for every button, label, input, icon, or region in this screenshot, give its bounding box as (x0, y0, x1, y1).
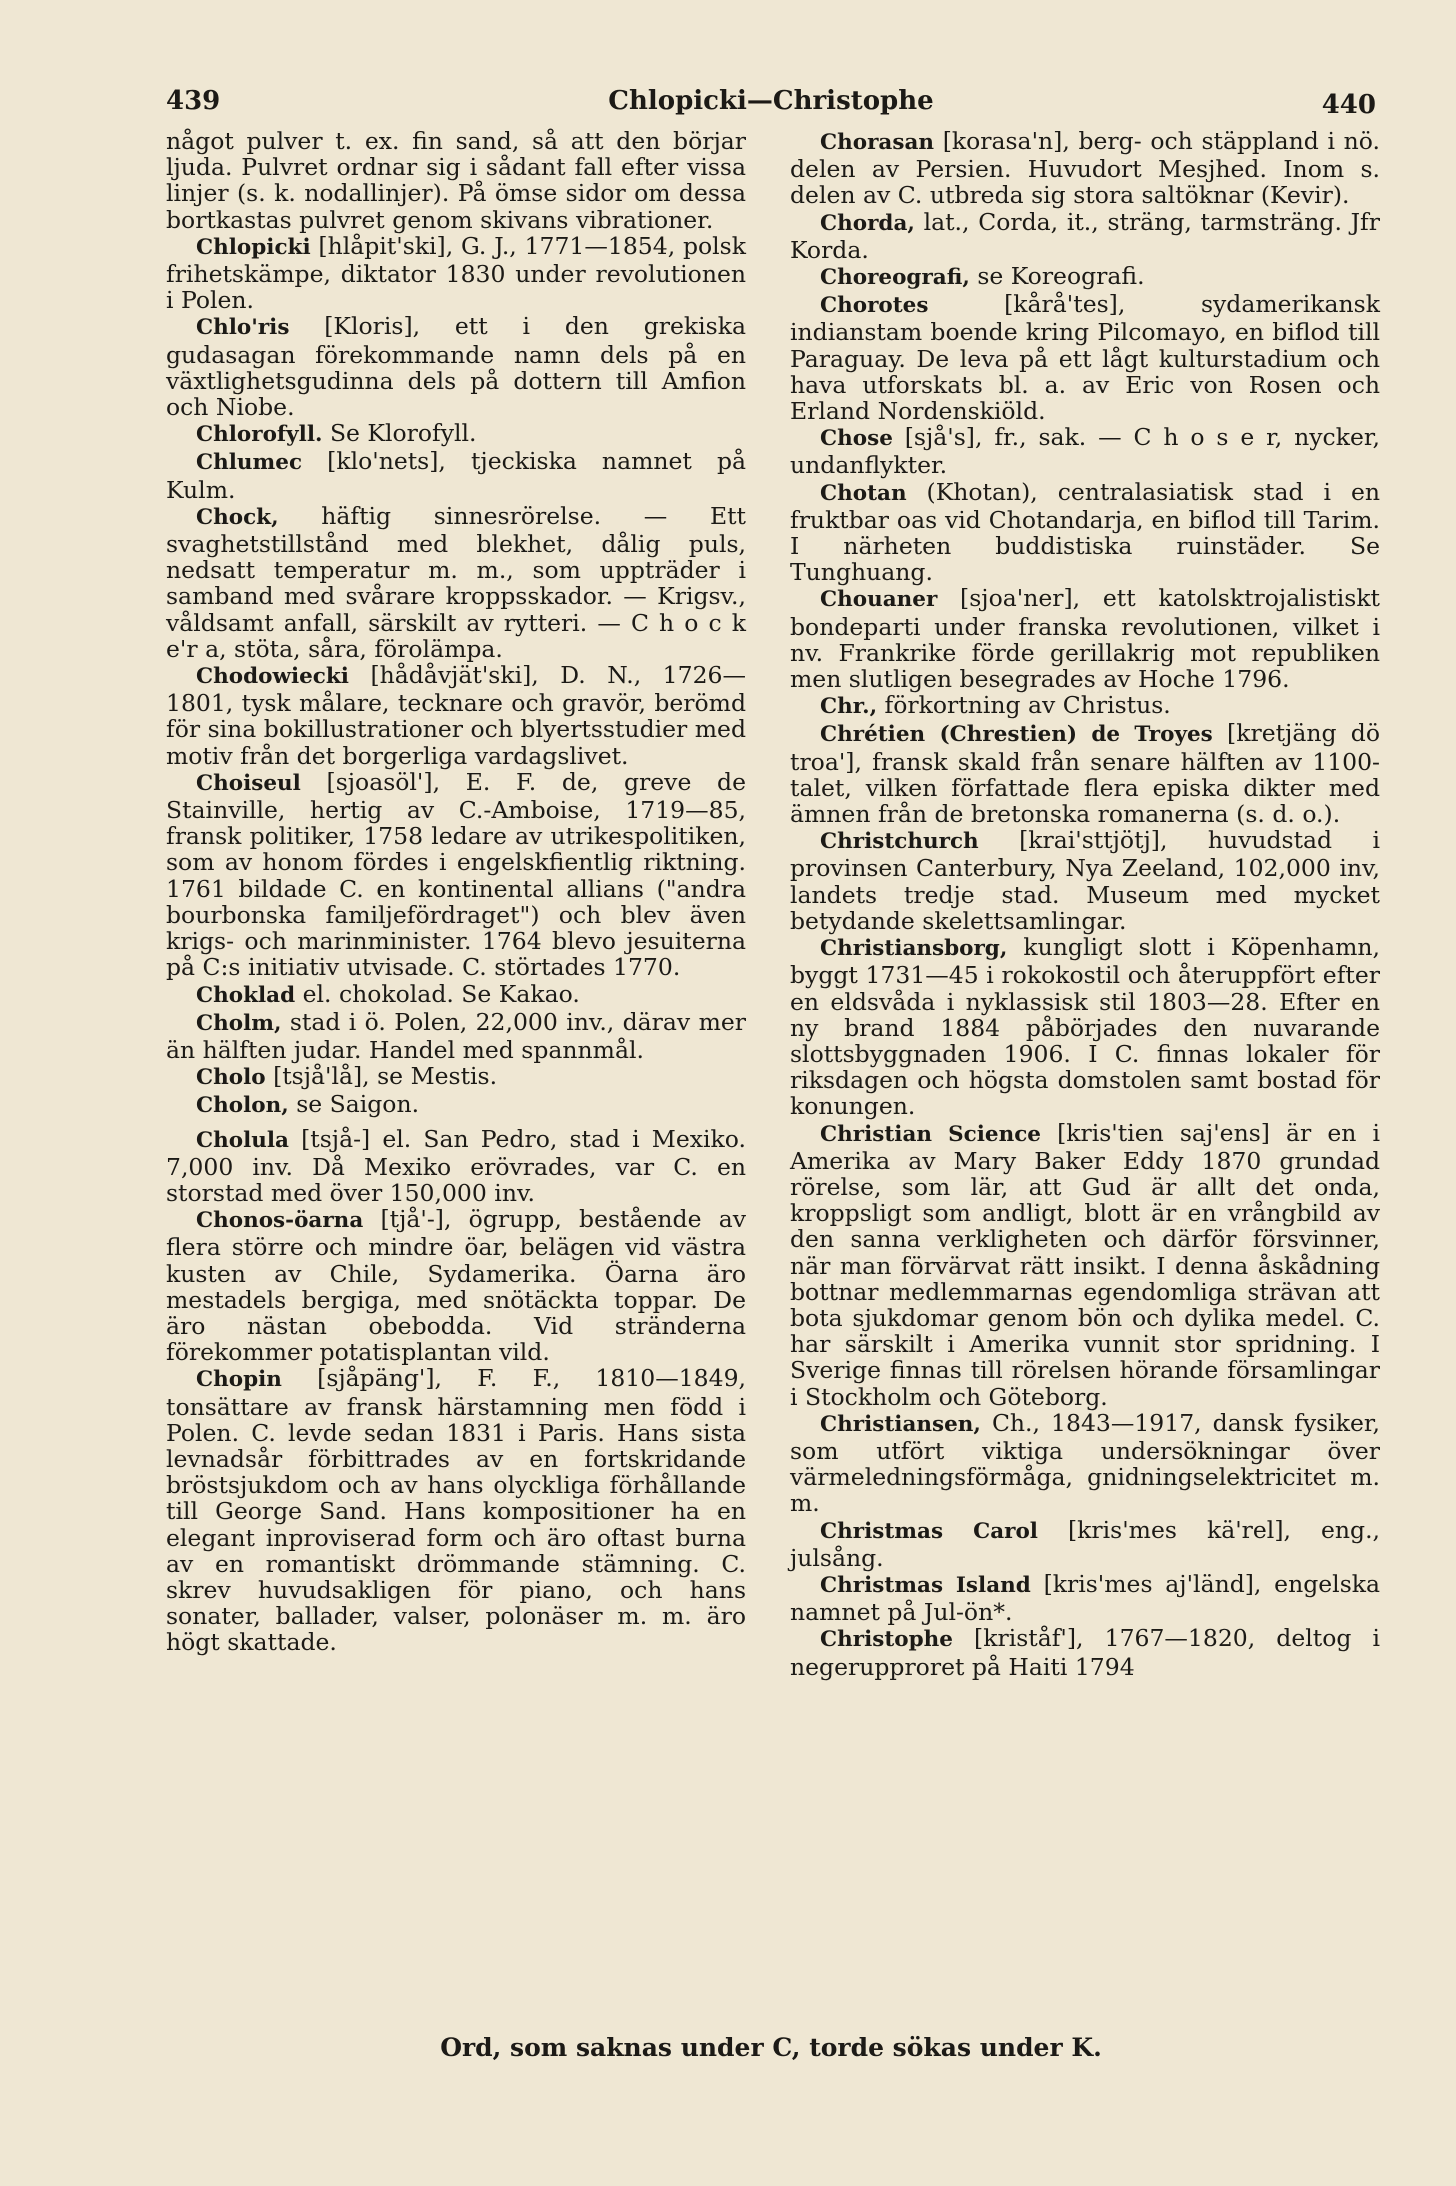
dictionary-entry (790, 934, 1380, 1119)
dictionary-entry (790, 291, 1380, 424)
entry-headword: Christchurch (820, 829, 979, 855)
dictionary-entry (790, 1571, 1380, 1625)
dictionary-entry (790, 263, 1380, 291)
dictionary-entry (166, 662, 746, 769)
entry-text: Ch., 1843—1917, dansk fysiker, som utfört viktiga undersökningar över värmeledningsförmåga, gnidningselektricitet m. m. (790, 1408, 1380, 1518)
dictionary-entry (790, 692, 1380, 720)
entry-headword: Choiseul (196, 770, 301, 796)
entry-text: [tsjå-] el. San Pedro, stad i Mexiko. 7,000 inv. Då Mexiko erövrades, var C. en storstad med över 150,000 inv. (166, 1124, 746, 1207)
entry-headword: Chr., (820, 694, 878, 720)
entry-text: se Koreografi. (969, 262, 1145, 291)
dictionary-entry (166, 1063, 746, 1091)
entry-text: [klo'nets], tjeckiska namnet på Kulm. (166, 447, 746, 504)
entry-headword: Cholon, (196, 1093, 289, 1119)
entry-text: Se Klorofyll. (322, 419, 477, 448)
dictionary-entry (166, 981, 746, 1009)
entry-headword: Chlumec (196, 450, 303, 476)
entry-headword: Choreografi, (820, 265, 970, 291)
dictionary-entry (790, 128, 1380, 209)
entry-headword: Chlo'ris (196, 315, 290, 341)
entry-headword: Christiansborg, (820, 936, 1008, 962)
left-column (166, 128, 746, 1656)
entry-text: [sjå's], fr., sak. — C h o s e r, nycker, undanflykter. (790, 423, 1380, 480)
entry-text: se Saigon. (288, 1090, 420, 1119)
entry-text: [sjoa'ner], ett katolsktrojalistiskt bondeparti under franska revolutionen, vilket i nv. Frankrike förde gerillakrig mot republiken men slutligen besegrades av Hoche 1796. (790, 584, 1380, 694)
entry-text: kungligt slott i Köpenhamn, byggt 1731—45 i rokokostil och återuppfört efter en eldsvåda i nyklassisk stil 1803—28. Efter en ny brand 1884 påbörjades den nuvarande slottsbyggnaden 1906. I C. finnas lokaler för riksdagen och högsta domstolen samt bostad för konungen. (790, 933, 1380, 1121)
dictionary-entry (166, 1009, 746, 1063)
entry-headword: Choklad (196, 982, 296, 1008)
entry-headword: Cholm, (196, 1010, 282, 1036)
entry-headword: Chose (820, 426, 893, 452)
entry-headword: Chopin (196, 1367, 282, 1393)
footer-note: Ord, som saknas under C, torde sökas under K. (440, 2033, 1102, 2062)
entry-text: lat., Corda, it., sträng, tarmsträng. Jfr Korda. (790, 207, 1380, 264)
dictionary-entry (166, 233, 746, 314)
entry-text: [kris'mes aj'länd], engelska namnet på Jul-ön*. (790, 1569, 1381, 1627)
entry-headword: Chlopicki (196, 234, 311, 260)
dictionary-entry (790, 1517, 1380, 1571)
entry-headword: Chotan (820, 480, 907, 506)
entry-headword: Chodowiecki (196, 664, 349, 690)
dictionary-entry (166, 1206, 746, 1365)
entry-headword: Chorda, (820, 210, 915, 236)
entry-text: [sjåpäng'], F. F., 1810—1849, tonsättare av fransk härstamning men född i Polen. C. levde sedan 1831 i Paris. Hans sista levnadsår förbittrades av en fortskridande bröstsjukdom och av hans olyckliga förhållande till George Sand. Hans kompositioner ha en elegant inproviserad form och äro oftast burna av en romantiskt drömmande stämning. C. skrev huvudsakligen för piano, och hans sonater, ballader, valser, polonäser m. m. äro högt skattade. (166, 1364, 746, 1657)
entry-headword: Chonos-öarna (196, 1208, 364, 1234)
page-number-right: 440 (1321, 90, 1376, 120)
entry-text: el. chokolad. Se Kakao. (295, 979, 580, 1008)
dictionary-entry (790, 1410, 1380, 1517)
entry-text: [kretjäng dö troa'], fransk skald från senare hälften av 1100-talet, vilken författade flera episka dikter med ämnen från de bretonska romanerna (s. d. o.). (790, 719, 1380, 829)
running-title: Chlopicki—Christophe (608, 86, 934, 116)
entry-text: [kris'tien saj'ens] är en i Amerika av Mary Baker Eddy 1870 grundad rörelse, som lär, att Gud är allt det onda, kroppsligt som andligt, blott är en vrångbild av den sanna verkligheten och därför försvinner, när man förvärvat rätt insikt. I denna åskådning bottnar medlemmarnas egendomliga strävan att bota sjukdomar genom bön och dylika medel. C. har särskilt i Amerika vunnit stor spridning. I Sverige finnas till rörelsen hörande församlingar i Stockholm och Göteborg. (790, 1118, 1381, 1411)
dictionary-entry (166, 128, 746, 233)
entry-text: [tsjå'lå], se Mestis. (265, 1062, 498, 1091)
entry-headword: Christiansen, (820, 1411, 981, 1437)
entry-headword: Christophe (820, 1627, 953, 1653)
right-column (790, 128, 1380, 1680)
entry-text: [hlåpit'ski], G. J., 1771—1854, polsk frihetskämpe, diktator 1830 under revolutionen i Polen. (166, 231, 746, 315)
dictionary-entry (166, 769, 746, 981)
page-header (166, 86, 1376, 120)
entry-headword: Christmas Island (820, 1572, 1031, 1598)
entry-text: [Kloris], ett i den grekiska gudasagan förekommande namn dels på en växtlighetsgudinna dels på dottern till Amfion och Niobe. (166, 312, 746, 422)
entry-headword: Chrétien (Chrestien) de Troyes (820, 722, 1213, 748)
entry-headword: Christian Science (820, 1121, 1041, 1147)
dictionary-entry (790, 209, 1380, 263)
dictionary-entry (790, 1120, 1380, 1410)
dictionary-entry (166, 1365, 746, 1655)
entry-text: [kårå'tes], sydamerikansk indianstam boende kring Pilcomayo, en biflod till Paraguay. De leva på ett lågt kulturstadium och hava utforskats bl. a. av Eric von Rosen och Erland Nordenskiöld. (790, 290, 1380, 426)
entry-text: [hådåvjät'ski], D. N., 1726—1801, tysk målare, tecknare och gravör, berömd för sina bokillustrationer och blyertsstudier med motiv från det borgerliga vardagslivet. (166, 661, 746, 770)
dictionary-entry (790, 424, 1380, 478)
dictionary-entry (790, 479, 1380, 586)
dictionary-entry (166, 448, 746, 502)
entry-headword: Chlorofyll. (196, 422, 323, 448)
entry-text: stad i ö. Polen, 22,000 inv., därav mer än hälften judar. Handel med spannmål. (166, 1007, 746, 1064)
dictionary-entry (166, 1091, 746, 1119)
entry-headword: Christmas Carol (820, 1518, 1038, 1544)
entry-text: förkortning av Christus. (877, 691, 1171, 720)
dictionary-entry (790, 585, 1380, 692)
entry-headword: Chorasan (820, 130, 935, 155)
dictionary-entry (790, 1625, 1380, 1679)
entry-text: [kris'mes kä'rel], eng., julsång. (790, 1515, 1381, 1572)
entry-headword: Chock, (196, 504, 279, 530)
entry-text: något pulver t. ex. fin sand, så att den börjar ljuda. Pulvret ordnar sig i sådant fall efter vissa linjer (s. k. nodallinjer). På ömse sidor om dessa bortkastas pulvret genom skivans vibrationer. (166, 127, 746, 234)
entry-text: [sjoasöl'], E. F. de, greve de Stainville, hertig av C.-Amboise, 1719—85, fransk politiker, 1758 ledare av utrikespolitiken, som av honom fördes i engelskfientlig riktning. 1761 bildade C. en kontinental allians ("andra bourbonska familjefördraget") och blev även krigs- och marinminister. 1764 blevo jesuiterna på C:s initiativ utvisade. C. störtades 1770. (166, 767, 746, 982)
entry-text: (Khotan), centralasiatisk stad i en fruktbar oas vid Chotandarja, en biflod till Tarim. I närheten buddistiska ruinstäder. Se Tunghuang. (790, 477, 1380, 587)
entry-text: [tjå'-], ögrupp, bestående av flera större och mindre öar, belägen vid västra kusten av Chile, Sydamerika. Öarna äro mestadels bergiga, med snötäckta toppar. De äro nästan obebodda. Vid stränderna förekommer potatisplantan vild. (166, 1205, 746, 1367)
page-number-left: 439 (166, 86, 221, 116)
entry-text: [krai'sttjötj], huvudstad i provinsen Canterbury, Nya Zeeland, 102,000 inv, landets tredje stad. Museum med mycket betydande skelettsamlingar. (790, 826, 1380, 935)
dictionary-entry (790, 827, 1380, 934)
entry-headword: Chouaner (820, 587, 938, 613)
dictionary-entry (790, 720, 1380, 827)
dictionary-entry (166, 313, 746, 420)
entry-text: [kriståf'], 1767—1820, deltog i negerupproret på Haiti 1794 (790, 1624, 1380, 1681)
entry-headword: Cholo (196, 1065, 266, 1091)
entry-headword: Cholula (196, 1127, 289, 1153)
entry-text: [korasa'n], berg- och stäppland i nö. delen av Persien. Huvudort Mesjhed. Inom s. delen av C. utbreda sig stora saltöknar (Kevir). (790, 127, 1380, 210)
dictionary-entry (166, 1126, 746, 1207)
entry-text: häftig sinnesrörelse. — Ett svaghetstillstånd med blekhet, dålig puls, nedsatt temperatur m. m., som uppträder i samband med svårare kroppsskador. — Krigsv., våldsamt anfall, särskilt av rytteri. — C h o c k e'r a, stöta, såra, förolämpa. (166, 501, 746, 663)
dictionary-entry (166, 420, 746, 448)
dictionary-entry (166, 503, 746, 662)
entry-headword: Chorotes (820, 293, 929, 319)
